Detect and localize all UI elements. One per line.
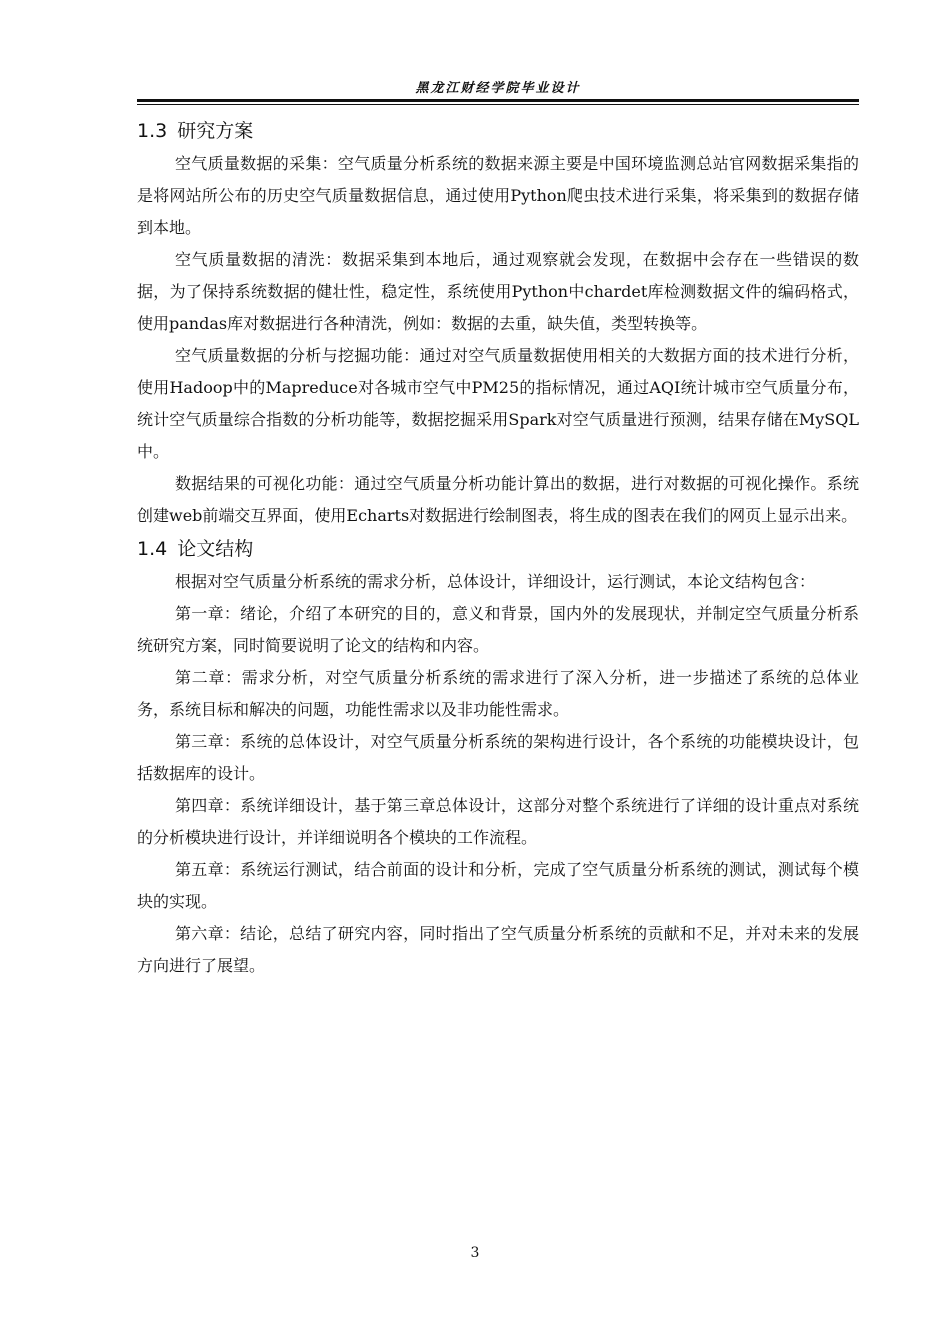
paragraph: 空气质量数据的采集：空气质量分析系统的数据来源主要是中国环境监测总站官网数据采集指的是将网站所公布的历史空气质量数据信息，通过使用Python爬虫技术进行采集，将采集到的数据存储到本地。 xyxy=(137,154,859,237)
page-number: 3 xyxy=(470,1245,480,1261)
paragraph: 第五章：系统运行测试，结合前面的设计和分析，完成了空气质量分析系统的测试，测试每个模块的实现。 xyxy=(137,860,859,911)
paragraph: 数据结果的可视化功能：通过空气质量分析功能计算出的数据，进行对数据的可视化操作。系统创建web前端交互界面，使用Echarts对数据进行绘制图表，将生成的图表在我们的网页上显示出来。 xyxy=(137,474,859,525)
paragraph: 第二章：需求分析，对空气质量分析系统的需求进行了深入分析，进一步描述了系统的总体业务，系统目标和解决的问题，功能性需求以及非功能性需求。 xyxy=(137,668,859,719)
paragraph: 第六章：结论，总结了研究内容，同时指出了空气质量分析系统的贡献和不足，并对未来的发展方向进行了展望。 xyxy=(137,924,859,975)
paragraph: 空气质量数据的清洗：数据采集到本地后，通过观察就会发现，在数据中会存在一些错误的数据，为了保持系统数据的健壮性，稳定性，系统使用Python中chardet库检测数据文件的编码格式，使用pandas库对数据进行各种清洗，例如：数据的去重，缺失值，类型转换等。 xyxy=(137,250,859,333)
paragraph: 根据对空气质量分析系统的需求分析，总体设计，详细设计，运行测试，本论文结构包含： xyxy=(175,572,816,591)
section-heading xyxy=(137,114,859,148)
paragraph: 空气质量数据的分析与挖掘功能：通过对空气质量数据使用相关的大数据方面的技术进行分析，使用Hadoop中的Mapreduce对各城市空气中PM25的指标情况，通过AQI统计城市空气质量分布，统计空气质量综合指数的分析功能等，数据挖掘采用Spark对空气质量进行预测，结果存储在MySQL中。 xyxy=(137,346,859,461)
paragraph: 第三章：系统的总体设计，对空气质量分析系统的架构进行设计，各个系统的功能模块设计，包括数据库的设计。 xyxy=(137,732,859,783)
section-number: 1.4 xyxy=(137,538,168,560)
section-heading xyxy=(137,532,859,566)
section-number: 1.3 xyxy=(137,120,168,142)
section-title: 研究方案 xyxy=(177,120,254,142)
document-body xyxy=(137,114,859,982)
paragraph: 第一章：绪论，介绍了本研究的目的，意义和背景，国内外的发展现状，并制定空气质量分析系统研究方案，同时简要说明了论文的结构和内容。 xyxy=(137,604,859,655)
running-header: 黑龙江财经学院毕业设计 xyxy=(415,81,581,96)
header-rule-thick xyxy=(137,99,859,102)
paragraph: 第四章：系统详细设计，基于第三章总体设计，这部分对整个系统进行了详细的设计重点对系统的分析模块进行设计，并详细说明各个模块的工作流程。 xyxy=(137,796,859,847)
header-rule-thin xyxy=(137,104,859,105)
section-title: 论文结构 xyxy=(177,538,254,560)
